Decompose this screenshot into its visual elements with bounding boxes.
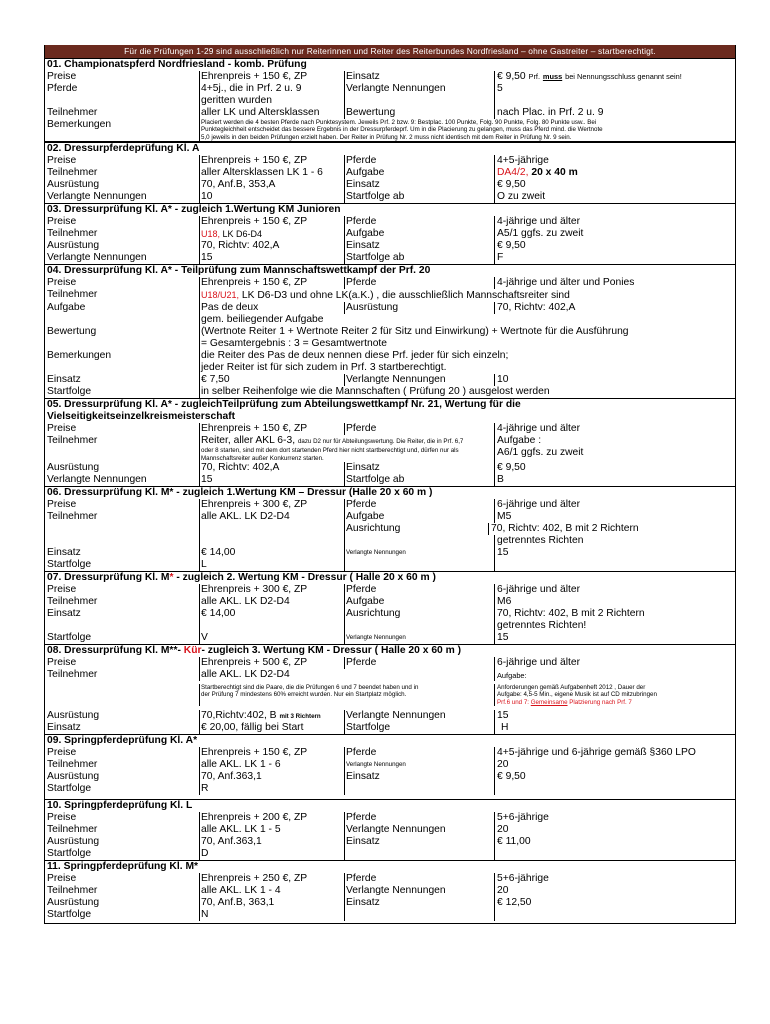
label: Teilnehmer — [47, 289, 98, 301]
value — [199, 710, 344, 722]
value: 70, Richtv: 402,A — [199, 462, 344, 474]
note-line: Aufgabe: 4,5-5 Min., eigene Musik ist auf CD mitzubringen — [497, 691, 657, 699]
label: Verlangte Nennungen — [344, 632, 494, 644]
value: € 9,50 — [494, 771, 735, 783]
value: € 9,50 — [494, 462, 735, 474]
label: Preise — [47, 155, 77, 167]
value: (Wertnote Reiter 1 + Wertnote Reiter 2 für Sitz und Einwirkung) + Wertnote für die Ausführung — [199, 326, 735, 338]
value — [199, 228, 344, 240]
label: Preise — [47, 499, 77, 511]
value: Ehrenpreis + 250 €, ZP — [199, 873, 344, 885]
section-03 — [45, 203, 735, 264]
value: V — [199, 632, 344, 644]
value: Pas de deux — [199, 302, 344, 314]
label: Bewertung — [47, 326, 97, 338]
title-text: 08. Dressurprüfung Kl. M**- — [47, 645, 181, 657]
label: Ausrüstung — [47, 710, 100, 722]
value: 15 — [199, 474, 344, 486]
value: 70, Anf.363,1 — [199, 836, 344, 848]
value — [494, 71, 735, 83]
note: bei Nennungsschluss genannt sein! — [565, 72, 682, 81]
value: 70, Richtv: 402, B mit 2 Richtern — [488, 523, 735, 535]
label: Preise — [47, 812, 77, 824]
label: Teilnehmer — [47, 511, 98, 523]
section-title — [45, 572, 735, 584]
value: B — [494, 474, 735, 486]
section-07 — [45, 571, 735, 644]
value: geritten wurden — [199, 95, 344, 107]
section-09 — [45, 734, 735, 799]
value: 4+5-jährige und 6-jährige gemäß §360 LPO — [494, 747, 735, 759]
value: M6 — [494, 596, 735, 608]
label: Pferde — [344, 873, 494, 885]
value: die Reiter des Pas de deux nennen diese Prf. jeder für sich einzeln; — [199, 350, 735, 362]
value: € 14,00 — [199, 608, 344, 620]
value: alle AKL. LK 1 - 5 — [199, 824, 344, 836]
value: D — [199, 848, 344, 860]
label: Bemerkungen — [47, 119, 112, 130]
label: Aufgabe: — [494, 669, 735, 681]
label: Teilnehmer — [47, 669, 98, 681]
red-text: U18, — [201, 229, 221, 240]
value: 5+6-jährige — [494, 812, 735, 824]
note-emphasis: muss — [542, 72, 563, 81]
note: oder 8 starten, sind mit dem dort startenden Pferd hier nicht startberechtigt und, dürfen nur als — [201, 447, 459, 455]
value: in selber Reihenfolge wie die Mannschaften ( Prüfung 20 ) ausgelost werden — [199, 386, 735, 398]
section-01 — [45, 58, 735, 141]
section-title: 01. Championatspferd Nordfriesland - komb. Prüfung — [47, 59, 307, 70]
value-text: LK D6-D4 — [222, 229, 263, 240]
label: Teilnehmer — [47, 824, 98, 836]
label: Pferde — [344, 812, 494, 824]
section-title: 09. Springpferdeprüfung Kl. A* — [47, 735, 198, 747]
value-text: A6/1 ggfs. zu zweit — [497, 447, 584, 459]
label: Ausrüstung — [47, 836, 100, 848]
value: nach Plac. in Prf. 2 u. 9 — [494, 107, 735, 119]
label: Startfolge — [47, 909, 92, 921]
value-small: mit 3 Richtern — [279, 713, 321, 721]
label: Teilnehmer — [47, 107, 98, 118]
value — [199, 435, 494, 462]
title-text: - zugleich 3. Wertung KM - Dressur ( Halle 20 x 60 m ) — [201, 645, 462, 657]
label: Startfolge ab — [344, 191, 494, 203]
label: Verlangte Nennungen — [344, 374, 494, 386]
value: 20 — [494, 885, 735, 897]
value: Ehrenpreis + 150 €, ZP — [199, 277, 344, 289]
value: € 7,50 — [199, 374, 344, 386]
eligibility-banner: Für die Prüfungen 1-29 sind ausschließlich nur Reiterinnen und Reiter des Reiterbundes Nordfriesland – ohne Gastreiter – startberechtigt. — [45, 45, 735, 58]
value: L — [199, 559, 344, 571]
value — [199, 289, 735, 302]
label: Teilnehmer — [47, 759, 98, 771]
red-text: DA4/2, — [497, 167, 529, 179]
value: alle AKL. LK 1 - 4 — [199, 885, 344, 897]
tender-sheet — [44, 45, 736, 924]
value: 4-jährige und älter und Ponies — [494, 277, 735, 289]
value: Ehrenpreis + 150 €, ZP — [199, 71, 344, 83]
value: Ehrenpreis + 150 €, ZP — [199, 423, 344, 435]
value: alle AKL. LK D2-D4 — [199, 511, 344, 523]
label: Preise — [47, 216, 77, 228]
note-line — [497, 699, 735, 706]
label: Pferde — [344, 584, 494, 596]
value: 15 — [494, 710, 735, 722]
label: Teilnehmer — [47, 885, 98, 897]
label: Ausrichtung — [344, 608, 494, 620]
label: Ausrüstung — [47, 897, 100, 909]
note-line: Startberechtigt sind die Paare, die die Prüfungen 6 und 7 beendet haben und in — [201, 684, 419, 692]
value: O zu zweit — [494, 191, 735, 203]
value: 20 — [494, 824, 735, 836]
value-text: 70,Richtv:402, B — [201, 710, 277, 722]
value: N — [199, 909, 344, 921]
value: gem. beiliegender Aufgabe — [199, 314, 735, 326]
label: Ausrüstung — [47, 240, 100, 252]
label: Verlangte Nennungen — [344, 885, 494, 897]
section-11 — [45, 860, 735, 923]
value: € 14,00 — [199, 547, 344, 559]
value: 4+5j., die in Prf. 2 u. 9 — [199, 83, 344, 95]
label: Einsatz — [344, 462, 494, 474]
label: Pferde — [344, 423, 494, 435]
label: Einsatz — [344, 836, 494, 848]
value: 70, Richtv: 402,A — [494, 302, 735, 314]
remark-line: 5,0 jeweils in den beiden Prüfungen erzielt haben. Der Reiter in Prüfung Nr. 2 muss nicht identisch mit dem Reiter in Prüfung Nr. 9 sein. — [201, 133, 572, 141]
label: Aufgabe — [344, 228, 494, 240]
label: Verlangte Nennungen — [47, 474, 147, 486]
value: alle AKL. LK D2-D4 — [199, 596, 344, 608]
label: Teilnehmer — [47, 435, 98, 447]
value: Ehrenpreis + 150 €, ZP — [199, 155, 344, 167]
label: Teilnehmer — [47, 596, 98, 608]
value: 4+5-jährige — [494, 155, 735, 167]
title-text: - zugleich 2. Wertung KM - Dressur ( Halle 20 x 60 m ) — [173, 572, 436, 584]
label: Aufgabe : — [497, 435, 542, 447]
value: 10 — [494, 374, 735, 386]
value: 6-jährige und älter — [494, 499, 735, 511]
label: Bemerkungen — [47, 350, 112, 362]
label: Einsatz — [344, 897, 494, 909]
value: R — [199, 783, 344, 795]
label: Einsatz — [47, 547, 81, 559]
value: 70, Anf.363,1 — [199, 771, 344, 783]
title-red: * — [169, 572, 174, 584]
note-line: der Prüfung 7 mindestens 60% erreicht wurden. Nur ein Startplatz möglich. — [201, 691, 407, 699]
value: A5/1 ggfs. zu zweit — [494, 228, 735, 240]
value: 70, Richtv: 402,A — [199, 240, 344, 252]
title-red: Kür — [183, 645, 202, 657]
value: 15 — [199, 252, 344, 264]
label: Einsatz — [47, 374, 81, 386]
value: 5 — [494, 83, 735, 95]
label: Ausrüstung — [344, 302, 494, 314]
value: 15 — [494, 632, 735, 644]
section-title: 02. Dressurpferdeprüfung Kl. A — [47, 143, 200, 155]
label: Startfolge — [47, 848, 92, 860]
value: 15 — [494, 547, 735, 559]
label: Startfolge — [47, 783, 92, 795]
label: Aufgabe — [344, 596, 494, 608]
section-title: 04. Dressurprüfung Kl. A* - Teilprüfung zum Mannschaftswettkampf der Prf. 20 — [47, 265, 431, 277]
value: 4-jährige und älter — [494, 423, 735, 435]
label: Einsatz — [47, 608, 81, 620]
value: 10 — [199, 191, 344, 203]
value: 70, Anf.B, 353,A — [199, 179, 344, 191]
value: 5+6-jährige — [494, 873, 735, 885]
label: Einsatz — [344, 240, 494, 252]
remark-line: Placiert werden die 4 besten Pferde nach Punktesystem. Jeweils Prf. 2 bzw. 9: Bestplac. 100 Punkte, Folg. 90 Punkte, Folg. 80 Punkte usw.. Bei — [201, 119, 597, 126]
value: F — [494, 252, 735, 264]
label: Einsatz — [344, 179, 494, 191]
value: Ehrenpreis + 150 €, ZP — [199, 747, 344, 759]
red-text: Prf.6 und 7: — [497, 698, 529, 706]
value: = Gesamtergebnis : 3 = Gesamtwertnote — [199, 338, 735, 350]
label: Ausrichtung — [344, 523, 494, 535]
label: Verlangte Nennungen — [344, 759, 494, 771]
label: Aufgabe — [344, 167, 494, 179]
label: Verlangte Nennungen — [344, 710, 494, 722]
label: Teilnehmer — [47, 167, 98, 179]
note — [199, 684, 494, 706]
value: alle AKL. LK D2-D4 — [199, 669, 494, 681]
label: Startfolge — [47, 559, 92, 571]
requirements — [494, 684, 735, 706]
label: Verlangte Nennungen — [47, 191, 147, 203]
value: alle AKL. LK 1 - 6 — [199, 759, 344, 771]
remark-line: Punktegleichheit entscheidet das bessere Ergebnis in der Dressurpferdeprf. Um in die Placierung zu gelangen, muss das Pferd mind. die Wertnote — [201, 126, 603, 134]
note-line: Anforderungen gemäß Aufgabenheft 2012 , Dauer der — [497, 684, 646, 692]
label: Preise — [47, 657, 77, 669]
value: aller LK und Altersklassen — [199, 107, 344, 119]
title-text: 07. Dressurprüfung Kl. M — [47, 572, 170, 584]
section-title-cont: Vielseitigkeitseinzelkreismeisterschaft — [47, 411, 236, 423]
section-title: 05. Dressurprüfung Kl. A* - zugleichTeilprüfung zum Abteilungswettkampf Nr. 21, Wertung für die — [47, 399, 521, 411]
label: Startfolge — [47, 386, 92, 398]
value-text: LK D6-D3 und ohne LK(a.K.) , die ausschließlich Mannschaftsreiter sind — [241, 290, 570, 302]
label: Verlangte Nennungen — [344, 547, 494, 559]
label: Preise — [47, 584, 77, 596]
value: € 12,50 — [494, 897, 735, 909]
label: Ausrüstung — [47, 771, 100, 783]
label: Startfolge ab — [344, 252, 494, 264]
label: Preise — [47, 277, 77, 289]
note: Mannschaftsreiter außer Konkurrenz starten. — [201, 454, 324, 462]
red-text: U18/U21, — [201, 290, 240, 301]
label: Startfolge — [344, 722, 494, 734]
label: Aufgabe — [344, 511, 494, 523]
label: Verlangte Nennungen — [344, 83, 494, 95]
label: Pferde — [344, 657, 494, 669]
label: Aufgabe — [47, 302, 86, 314]
value: 70, Richtv: 402, B mit 2 Richtern — [494, 608, 735, 620]
value: M5 — [494, 511, 735, 523]
value: 6-jährige und älter — [494, 657, 735, 669]
label: Einsatz — [344, 771, 494, 783]
value: 4-jährige und älter — [494, 216, 735, 228]
value: H — [494, 722, 735, 734]
label: Preise — [47, 71, 77, 82]
value: 70, Anf.B, 363,1 — [199, 897, 344, 909]
value: Ehrenpreis + 300 €, ZP — [199, 499, 344, 511]
value: € 9,50 — [494, 179, 735, 191]
label: Startfolge — [47, 632, 92, 644]
label: Ausrüstung — [47, 462, 100, 474]
note: Prf. — [528, 72, 541, 81]
label: Preise — [47, 747, 77, 759]
value-text: Reiter, aller AKL 6-3, — [201, 435, 296, 447]
red-underlined: Gemeinsame — [530, 698, 568, 706]
label: Einsatz — [344, 71, 494, 83]
value: Ehrenpreis + 500 €, ZP — [199, 657, 344, 669]
label: Pferde — [344, 277, 494, 289]
value: jeder Reiter ist für sich zudem in Prf. 3 startberechtigt. — [199, 362, 735, 374]
einsatz-value: € 9,50 — [497, 71, 526, 82]
value: € 20,00, fällig bei Start — [199, 722, 344, 734]
label: Pferde — [344, 216, 494, 228]
value — [494, 167, 735, 179]
red-text: Platzierung nach Prf. 7 — [569, 698, 632, 706]
label: Preise — [47, 873, 77, 885]
bold-text: 20 x 40 m — [531, 167, 578, 179]
label: Ausrüstung — [47, 179, 100, 191]
label: Verlangte Nennungen — [47, 252, 147, 264]
value: 20 — [494, 759, 735, 771]
section-title: 10. Springpferdeprüfung Kl. L — [47, 800, 193, 812]
section-title — [45, 645, 735, 657]
section-08 — [45, 644, 735, 734]
value: Ehrenpreis + 200 €, ZP — [199, 812, 344, 824]
value: € 11,00 — [494, 836, 735, 848]
value: getrenntes Richten! — [494, 620, 735, 632]
note: dazu D2 nur für Abteilungswertung. Die Reiter, die in Prf. 6,7 — [297, 438, 464, 446]
section-04 — [45, 264, 735, 398]
section-title: 11. Springpferdeprüfung Kl. M* — [47, 861, 199, 873]
label: Preise — [47, 423, 77, 435]
label: Einsatz — [47, 722, 81, 734]
section-title: 03. Dressurprüfung Kl. A* - zugleich 1.Wertung KM Junioren — [47, 204, 341, 216]
value: Ehrenpreis + 150 €, ZP — [199, 216, 344, 228]
value: aller Altersklassen LK 1 - 6 — [199, 167, 344, 179]
label: Pferde — [344, 155, 494, 167]
value: Ehrenpreis + 300 €, ZP — [199, 584, 344, 596]
value: € 9,50 — [494, 240, 735, 252]
label: Verlangte Nennungen — [344, 824, 494, 836]
section-10 — [45, 799, 735, 860]
label: Pferde — [47, 83, 78, 94]
label: Teilnehmer — [47, 228, 98, 240]
remarks — [199, 119, 735, 141]
value: getrenntes Richten — [494, 535, 735, 547]
value: 6-jährige und älter — [494, 584, 735, 596]
section-06 — [45, 486, 735, 571]
label: Pferde — [344, 499, 494, 511]
section-02 — [45, 141, 735, 203]
section-title: 06. Dressurprüfung Kl. M* - zugleich 1.Wertung KM – Dressur (Halle 20 x 60 m ) — [47, 487, 433, 499]
label: Bewertung — [344, 107, 494, 119]
value — [494, 435, 735, 462]
label: Pferde — [344, 747, 494, 759]
label: Startfolge ab — [344, 474, 494, 486]
section-05 — [45, 398, 735, 486]
